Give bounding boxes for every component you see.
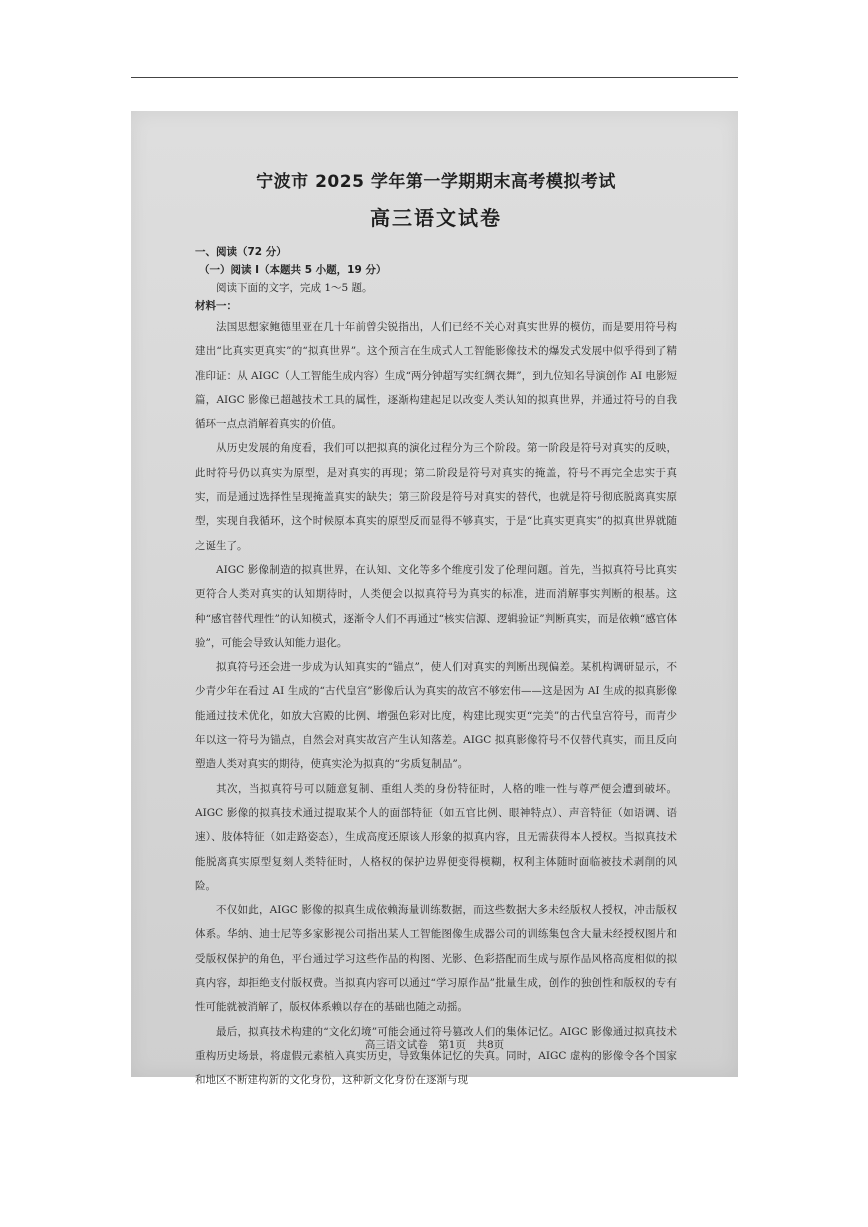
paragraph-6: 不仅如此，AIGC 影像的拟真生成依赖海量训练数据，而这些数据大多未经版权人授权，冲击版权体系。华纳、迪士尼等多家影视公司指出某人工智能图像生成器公司的训练集包含大量未经授权图片和受版权保护的角色，平台通过学习这些作品的构图、光影、色彩搭配而生成与原作品风格高度相似的拟真内容，却拒绝支付版权费。当拟真内容可以通过“学习原作品”批量生成，创作的独创性和版权的专有性可能就被消解了，版权体系赖以存在的基础也随之动摇。 (195, 904, 677, 1014)
exam-sheet (195, 169, 677, 1093)
subsection-header: （一）阅读 I（本题共 5 小题，19 分） (199, 264, 387, 276)
paragraph-3: AIGC 影像制造的拟真世界，在认知、文化等多个维度引发了伦理问题。首先，当拟真符号比真实更符合人类对真实的认知期待时，人类便会以拟真符号为真实的标准，进而消解事实判断的根基。这种“感官替代理性”的认知模式，逐渐令人们不再通过“核实信源、逻辑验证”判断真实，而是依赖“感官体验”，可能会导致认知能力退化。 (195, 563, 677, 649)
paragraph-5: 其次，当拟真符号可以随意复制、重组人类的身份特征时，人格的唯一性与尊严便会遭到破坏。AIGC 影像的拟真技术通过提取某个人的面部特征（如五官比例、眼神特点）、声音特征（如语调、语速）、肢体特征（如走路姿态），生成高度还原该人形象的拟真内容，且无需获得本人授权。当拟真技术能脱离真实原型复刻人类特征时，人格权的保护边界便变得模糊，权利主体随时面临被技术剥削的风险。 (195, 782, 677, 892)
top-divider-line (131, 77, 738, 78)
exam-title: 宁波市 2025 学年第一学期期末高考模拟考试 (256, 172, 616, 192)
paragraph-4: 拟真符号还会进一步成为认知真实的“锚点”，使人们对真实的判断出现偏差。某机构调研显示，不少青少年在看过 AI 生成的“古代皇宫”影像后认为真实的故宫不够宏伟——这是因为 AI 生成的拟真影像能通过技术优化，如放大宫殿的比例、增强色彩对比度，构建比现实更“完美”的古代皇宫符号，而青少年以这一符号为锚点，自然会对真实故宫产生认知落差。AIGC 拟真影像符号不仅替代真实，而且反向塑造人类对真实的期待，使真实沦为拟真的“劣质复制品”。 (195, 661, 677, 771)
paragraph-7: 最后，拟真技术构建的“文化幻境”可能会通过符号篡改人们的集体记忆。AIGC 影像通过拟真技术重构历史场景，将虚假元素植入真实历史，导致集体记忆的失真。同时，AIGC 虚构的影像令各个国家和地区不断建构新的文化身份，这种新文化身份在逐渐与现 (195, 1025, 677, 1087)
instruction: 阅读下面的文字，完成 1～5 题。 (216, 282, 373, 294)
exam-subtitle: 高三语文试卷 (370, 206, 502, 230)
page-footer: 高三语文试卷 第1页 共8页 (364, 1039, 505, 1051)
exam-page-photo (131, 111, 738, 1087)
section-header: 一、阅读（72 分） (195, 246, 287, 258)
paragraph-2: 从历史发展的角度看，我们可以把拟真的演化过程分为三个阶段。第一阶段是符号对真实的反映，此时符号仍以真实为原型，是对真实的再现；第二阶段是符号对真实的掩盖，符号不再完全忠实于真实，而是通过选择性呈现掩盖真实的缺失；第三阶段是符号对真实的替代，也就是符号彻底脱离真实原型，实现自我循环，这个时候原本真实的原型反而显得不够真实，于是“比真实更真实”的拟真世界就随之诞生了。 (195, 442, 677, 552)
material-label: 材料一： (195, 300, 237, 312)
paragraph-1: 法国思想家鲍德里亚在几十年前曾尖锐指出，人们已经不关心对真实世界的模仿，而是要用符号构建出“比真实更真实”的“拟真世界”。这个预言在生成式人工智能影像技术的爆发式发展中似乎得到了精准印证：从 AIGC（人工智能生成内容）生成“两分钟超写实红绸衣舞”，到九位知名导演创作 AI 电影短篇，AIGC 影像已超越技术工具的属性，逐渐构建起足以改变人类认知的拟真世界，并通过符号的自我循环一点点消解着真实的价值。 (195, 321, 677, 431)
